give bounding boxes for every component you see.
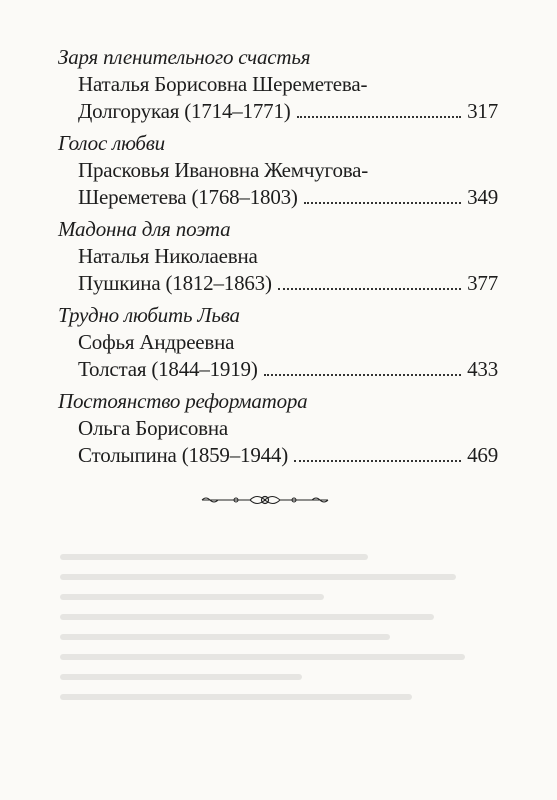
toc-entry-line: Ольга Борисовна <box>78 416 228 440</box>
dot-leader <box>304 201 461 204</box>
toc-entry-line: Прасковья Ивановна Жемчугова- <box>78 158 369 182</box>
toc-entry-title: Мадонна для поэта <box>58 217 231 241</box>
toc-entry-line: Наталья Николаевна <box>78 244 258 268</box>
dot-leader <box>297 115 462 118</box>
bleed-through-text <box>60 540 500 714</box>
dot-leader <box>278 287 461 290</box>
toc-entry-last-line <box>58 184 498 211</box>
toc-entry-name: Пушкина (1812–1863) <box>78 271 272 295</box>
toc-page-number: 317 <box>467 99 498 123</box>
toc-entry-line: Софья Андреевна <box>78 330 235 354</box>
toc-entry-last-line <box>58 442 498 469</box>
toc-page-number: 469 <box>467 443 498 467</box>
dot-leader <box>264 373 461 376</box>
toc-page-number: 433 <box>467 357 498 381</box>
toc-entry <box>58 44 498 125</box>
toc-entry <box>58 216 498 297</box>
toc-entry-title: Трудно любить Льва <box>58 303 240 327</box>
dot-leader <box>294 459 461 462</box>
toc-entry-line: Наталья Борисовна Шереметева- <box>78 72 368 96</box>
toc-entry-last-line <box>58 356 498 383</box>
toc-entry <box>58 130 498 211</box>
table-of-contents <box>58 44 498 474</box>
toc-entry-title: Заря пленительного счастья <box>58 45 311 69</box>
toc-entry-last-line <box>58 98 498 125</box>
toc-entry-name: Столыпина (1859–1944) <box>78 443 289 467</box>
toc-entry-name: Долгорукая (1714–1771) <box>78 99 291 123</box>
toc-entry-title: Голос любви <box>58 131 165 155</box>
toc-entry <box>58 388 498 469</box>
toc-page-number: 377 <box>467 271 498 295</box>
toc-entry-name: Шереметева (1768–1803) <box>78 185 298 209</box>
toc-page-number: 349 <box>467 185 498 209</box>
toc-entry-title: Постоянство реформатора <box>58 389 308 413</box>
toc-entry-last-line <box>58 270 498 297</box>
toc-entry-name: Толстая (1844–1919) <box>78 357 258 381</box>
decorative-divider-icon <box>200 490 330 510</box>
toc-entry <box>58 302 498 383</box>
